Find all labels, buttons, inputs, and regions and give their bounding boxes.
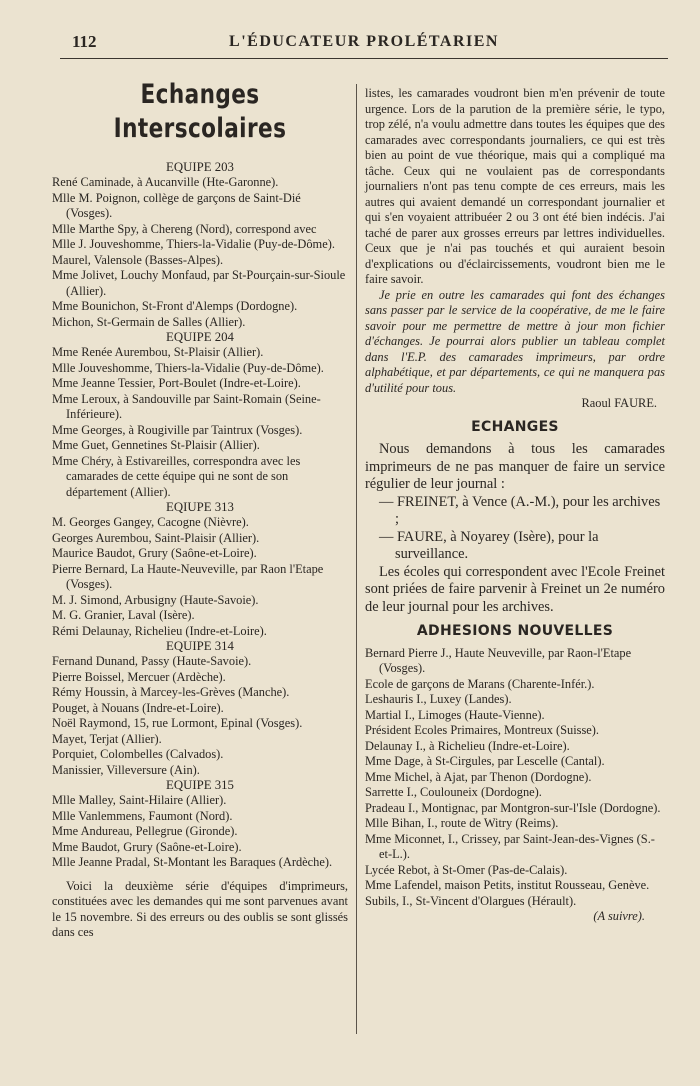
team-member-entry: Mme Renée Aurembou, St-Plaisir (Allier). <box>52 345 264 359</box>
team-member-entry: Mlle J. Jouveshomme, Thiers-la-Vidalie (Puy-de-Dôme). <box>52 237 335 251</box>
team-member-entry: M. Georges Gangey, Cacogne (Nièvre). <box>52 515 249 529</box>
left-column <box>52 78 348 941</box>
adhesion-entry: Mme Dage, à St-Cirgules, par Lescelle (Cantal). <box>365 754 605 768</box>
to-be-continued-note: (A suivre). <box>593 909 645 923</box>
journal-title: L'ÉDUCATEUR PROLÉTARIEN <box>229 33 499 50</box>
team-member-entry: Mme Andureau, Pellegrue (Gironde). <box>52 824 238 838</box>
signature: Raoul FAURE. <box>581 396 657 410</box>
echanges-item: — FREINET, à Vence (A.-M.), pour les archives ; <box>379 493 661 527</box>
adhesion-entry: Président Ecoles Primaires, Montreux (Suisse). <box>365 723 600 737</box>
team-member-entry: Mlle Malley, Saint-Hilaire (Allier). <box>52 793 227 807</box>
team-member-entry: Mlle Jeanne Pradal, St-Montant les Baraques (Ardèche). <box>52 855 333 869</box>
adhesion-entry: Martial I., Limoges (Haute-Vienne). <box>365 707 545 722</box>
team-member-entry: M. J. Simond, Arbusigny (Haute-Savoie). <box>52 592 259 607</box>
team-member-entry: Mme Baudot, Grury (Saône-et-Loire). <box>52 839 242 854</box>
team-member-entry: Mme Bounichon, St-Front d'Alemps (Dordogne). <box>52 299 298 313</box>
continuation-paragraph: listes, les camarades voudront bien m'en prévenir de toute urgence. Lors de la parution de la première série, le typo, trop zélé, n'a voulu admettre dans toutes les équipes que des camarades avec correspondants journaliers, ce qui est très bien au point de vue théorique, mais qui a compliqué ma tâche. Ceux qui ne voulaient pas de correspondants journaliers n'ont pas tenu compte de ces erreurs, mais les autres qui avaient demandé un correspondant journalier et qui s'en voyaient attribuéer 2 ou 3 ont été bien indécis. J'ai taché de parer aux grosses erreurs par lettres individuelles. Ceux que je n'ai pas touchés et qui auraient besoin d'explications ou d'éclaircissements, voudront bien me le faire savoir. <box>365 86 665 286</box>
adhesion-entry: Mme Miconnet, I., Crissey, par Saint-Jean-des-Vignes (S.-et-L.). <box>365 831 655 861</box>
team-member-entry: Pierre Boissel, Mercuer (Ardèche). <box>52 669 226 684</box>
team-member-entry: Manissier, Villeversure (Ain). <box>52 762 200 777</box>
right-column <box>365 86 665 925</box>
adhesion-entry: Lycée Rebot, à St-Omer (Pas-de-Calais). <box>365 862 568 877</box>
adhesion-entry: Pradeau I., Montignac, par Montgron-sur-l'Isle (Dordogne). <box>365 800 661 815</box>
team-member-entry: Mme Chéry, à Estivareilles, correspondra avec les camarades de cette équipe qui ne sont de son département (Allier). <box>52 453 301 499</box>
team-member-entry: René Caminade, à Aucanville (Hte-Garonne). <box>52 175 279 189</box>
team-member-entry: M. G. Granier, Laval (Isère). <box>52 608 195 622</box>
team-member-entry: Mme Leroux, à Sandouville par Saint-Romain (Seine-Inférieure). <box>52 391 321 421</box>
team-member-entry: Pouget, à Nouans (Indre-et-Loire). <box>52 700 224 715</box>
team-member-entry: Mme Jeanne Tessier, Port-Boulet (Indre-et-Loire). <box>52 376 301 390</box>
team-member-entry: Maurel, Valensole (Basses-Alpes). <box>52 252 224 267</box>
adhesion-entry: Mlle Bihan, I., route de Witry (Reims). <box>365 816 559 830</box>
teams-list <box>52 160 348 871</box>
article-title: Echanges Interscolaires <box>113 79 287 144</box>
team-member-entry: Maurice Baudot, Grury (Saône-et-Loire). <box>52 546 257 560</box>
team-member-entry: Mme Guet, Gennetines St-Plaisir (Allier). <box>52 438 260 452</box>
adhesion-entry: Subils, I., St-Vincent d'Olargues (Hérault). <box>365 893 577 908</box>
adhesion-entry: Delaunay I., à Richelieu (Indre-et-Loire). <box>365 738 570 753</box>
team-member-entry: Porquiet, Colombelles (Calvados). <box>52 747 224 761</box>
team-heading: EQUIPE 315 <box>166 778 234 792</box>
adhesion-entry: Leshauris I., Luxey (Landes). <box>365 692 512 706</box>
team-heading: EQIUPE 313 <box>166 500 234 514</box>
team-member-entry: Noël Raymond, 15, rue Lormont, Epinal (Vosges). <box>52 716 303 730</box>
adhesion-entry: Mme Lafendel, maison Petits, institut Rousseau, Genève. <box>365 878 650 892</box>
adhesion-entry: Sarrette I., Coulouneix (Dordogne). <box>365 785 542 799</box>
italic-paragraph: Je prie en outre les camarades qui font des échanges sans passer par le service de la coopérative, de me le faire savoir pour me permettre de mettre à jour mon fichier d'échanges. Je pourrai alors publier un tableau complet dans l'E.P. des camarades imprimeurs, par ordre alphabétique, et par départements, ce qui ne manquera pas d'utilité pour tous. <box>365 287 665 395</box>
adhesion-entry: Mme Michel, à Ajat, par Thenon (Dordogne). <box>365 769 592 784</box>
echanges-heading: ECHANGES <box>471 418 559 435</box>
team-member-entry: Mlle Vanlemmens, Faumont (Nord). <box>52 808 233 823</box>
team-member-entry: Mlle Jouveshomme, Thiers-la-Vidalie (Puy-de-Dôme). <box>52 360 324 375</box>
team-member-entry: Mlle M. Poignon, collège de garçons de Saint-Dié (Vosges). <box>52 190 301 220</box>
team-member-entry: Georges Aurembou, Saint-Plaisir (Allier). <box>52 530 260 545</box>
echanges-item: Les écoles qui correspondent avec l'Ecole Freinet sont priées de faire parvenir à Freinet un 2e numéro de leur journal pour les archives. <box>365 563 665 615</box>
team-member-entry: Rémi Delaunay, Richelieu (Indre-et-Loire). <box>52 623 267 638</box>
echanges-item: — FAURE, à Noyarey (Isère), pour la surveillance. <box>379 528 599 562</box>
echanges-paragraph: Nous demandons à tous les camarades imprimeurs de ne pas manquer de faire un service régulier de leur journal : <box>365 441 665 492</box>
column-divider <box>356 84 357 1034</box>
team-heading: EQUIPE 204 <box>166 330 234 344</box>
intro-paragraph: Voici la deuxième série d'équipes d'imprimeurs, constituées avec les demandes qui me sont parvenues avant le 15 novembre. Si des erreurs ou des oublis se sont glissés dans ces <box>52 878 348 939</box>
adhesions-heading: ADHESIONS NOUVELLES <box>416 623 614 639</box>
adhesion-entry: Bernard Pierre J., Haute Neuveville, par Raon-l'Etape (Vosges). <box>365 645 632 675</box>
team-member-entry: Mme Jolivet, Louchy Monfaud, par St-Pourçain-sur-Sioule (Allier). <box>52 268 346 298</box>
team-heading: EQUIPE 314 <box>166 639 234 653</box>
team-member-entry: Mayet, Terjat (Allier). <box>52 731 162 746</box>
page-header <box>60 30 668 59</box>
team-member-entry: Rémy Houssin, à Marcey-les-Grèves (Manche). <box>52 685 290 699</box>
team-member-entry: Mme Georges, à Rougiville par Taintrux (Vosges). <box>52 422 303 437</box>
team-member-entry: Mlle Marthe Spy, à Chereng (Nord), correspond avec <box>52 221 317 236</box>
adhesions-list <box>365 646 665 910</box>
page-number: 112 <box>72 32 97 51</box>
team-member-entry: Michon, St-Germain de Salles (Allier). <box>52 314 246 329</box>
adhesion-entry: Ecole de garçons de Marans (Charente-Infér.). <box>365 676 595 691</box>
team-member-entry: Fernand Dunand, Passy (Haute-Savoie). <box>52 654 252 668</box>
team-member-entry: Pierre Bernard, La Haute-Neuveville, par Raon l'Etape (Vosges). <box>52 561 324 591</box>
team-heading: EQUIPE 203 <box>166 160 234 174</box>
